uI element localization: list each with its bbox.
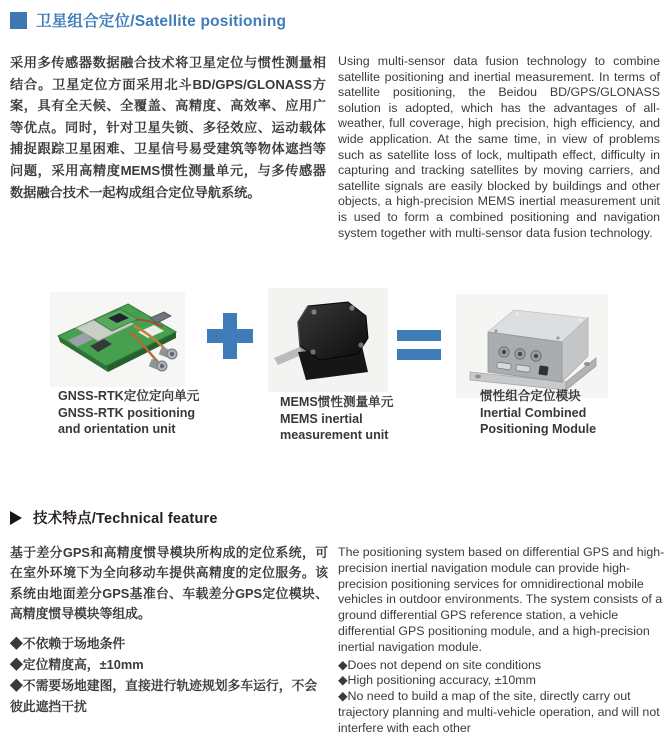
bullet-item: ◆定位精度高，±10mm xyxy=(10,657,144,673)
caption-line-en: Inertial Combined xyxy=(480,405,587,420)
bullet-item: ◆No need to build a map of the site, directly carry out trajectory planning and multi-vehicle operation, and will not interfere with each other xyxy=(338,689,660,735)
caption-line-en: measurement unit xyxy=(280,428,389,442)
page-title: 卫星组合定位/Satellite positioning xyxy=(36,13,287,30)
caption-line-en: GNSS-RTK positioning xyxy=(58,405,196,420)
caption-line-cn: 惯性组合定位模块 xyxy=(480,389,581,403)
caption-mems-unit xyxy=(280,394,393,444)
intro-paragraph-chinese: 采用多传感器数据融合技术将卫星定位与惯性测量相结合。卫星定位方面采用北斗BD/GPS/GLONASS方案，具有全天候、全覆盖、高精度、高效率、应用广等优点。同时，针对卫星失锁、多径效应、运动载体捕捉跟踪卫星困难、卫星信号易受建筑等物体遮挡等问题，采用高精度MEMS惯性测量单元，与多传感器数据融合技术一起构成组合定位导航系统。 xyxy=(10,55,326,200)
bullet-item: ◆Does not depend on site conditions xyxy=(338,657,542,672)
feature-text-chinese xyxy=(10,543,328,717)
bullet-item: ◆High positioning accuracy, ±10mm xyxy=(338,673,536,688)
caption-line-cn: GNSS-RTK定位定向单元 xyxy=(58,389,200,403)
feature-section-header xyxy=(10,507,218,528)
caption-line-en: MEMS inertial xyxy=(280,411,363,426)
caption-gnss-unit xyxy=(58,388,199,438)
equals-icon xyxy=(397,330,441,360)
mems-imu-image xyxy=(268,288,388,392)
plus-icon xyxy=(207,313,253,359)
caption-line-en: and orientation unit xyxy=(58,422,176,436)
bullet-item: ◆不需要场地建图，直接进行轨迹规划多车运行，不会彼此遮挡干扰 xyxy=(10,678,318,714)
bullet-item: ◆不依赖于场地条件 xyxy=(10,635,126,651)
caption-line-cn: MEMS惯性测量单元 xyxy=(280,395,394,409)
feature-bullets-cn xyxy=(10,634,328,718)
intro-paragraph-english: Using multi-sensor data fusion technology to combine satellite positioning and inertial measurement. In terms of satellite positioning, the Beidou BD/GPS/GLONASS solution is adopted, which has the advantages of all-weather, full coverage, high precision, high efficiency, and wide application. At the same time, in view of problems such as satellite loss of lock, multipath effect, difficulty in capturing and tracking satellites by moving carriers, and satellite signals are easily blocked by buildings and other objects, a high-precision MEMS inertial measurement unit is used to form a combined positioning and navigation system together with multi-sensor data fusion technology. xyxy=(338,54,660,240)
inertial-module-image xyxy=(456,294,608,398)
section-header xyxy=(10,9,286,31)
feature-section-title: 技术特点/Technical feature xyxy=(33,511,218,527)
gnss-rtk-board-image xyxy=(50,292,185,387)
caption-line-en: Positioning Module xyxy=(480,422,597,436)
feature-bullets-en xyxy=(338,658,665,737)
feature-body-en: The positioning system based on differential GPS and high-precision inertial navigation module can provide high-precision positioning services for omnidirectional mobile vehicles in outdoor environments. The system consists of a ground differential GPS reference station, a vehicle differential GPS positioning module, and a high-precision inertial navigation module. xyxy=(338,545,665,654)
caption-inertial-module xyxy=(480,388,596,438)
triangle-marker-icon xyxy=(10,511,22,525)
feature-text-english xyxy=(338,545,665,737)
section-marker-icon xyxy=(10,12,27,29)
feature-body-cn: 基于差分GPS和高精度惯导模块所构成的定位系统，可在室外环境下为全向移动车提供高精度的定位服务。该系统由地面差分GPS基准台、车载差分GPS定位模块、高精度惯导模块等组成。 xyxy=(10,545,328,622)
